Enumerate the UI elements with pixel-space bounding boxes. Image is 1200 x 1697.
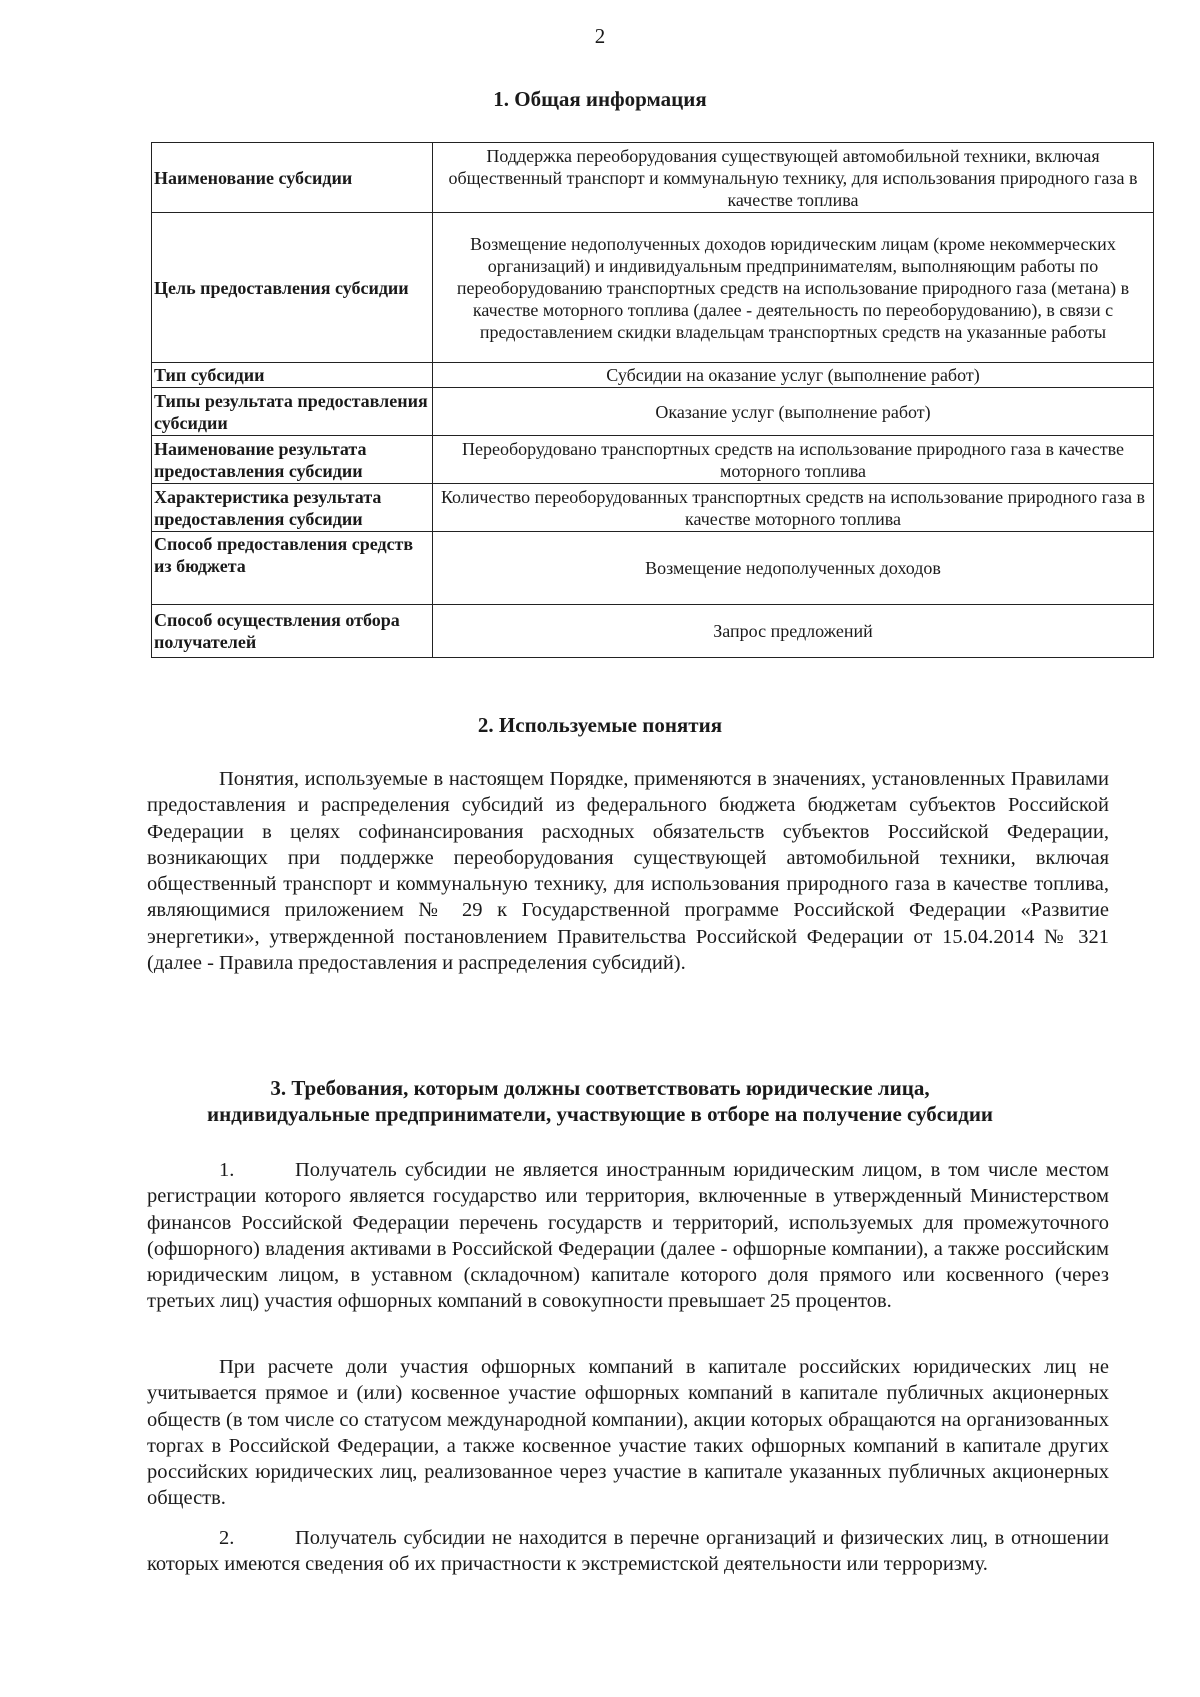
row-label: Характеристика результата предоставления субсидии <box>152 484 433 532</box>
table-row <box>152 532 1154 605</box>
row-value: Запрос предложений <box>433 605 1154 658</box>
row-label: Наименование субсидии <box>152 143 433 213</box>
row-label: Способ осуществления отбора получателей <box>152 605 433 658</box>
row-value: Поддержка переоборудования существующей автомобильной техники, включая общественный транспорт и коммунальную технику, для использования природного газа в качестве топлива <box>433 143 1154 213</box>
section-3-title-line-1: 3. Требования, которым должны соответствовать юридические лица, <box>270 1076 930 1100</box>
row-label: Тип субсидии <box>152 363 433 388</box>
item-number: 2. <box>219 1527 235 1549</box>
table-row <box>152 213 1154 363</box>
requirement-item-2 <box>147 1525 1109 1578</box>
definitions-paragraph: Понятия, используемые в настоящем Порядке, применяются в значениях, установленных Правилами предоставления и распределения субсидий из федерального бюджета бюджетам субъектов Российской Федерации в целях софинансирования расходных обязательств субъектов Российской Федерации, возникающих при поддержке переоборудования существующей автомобильной техники, включая общественный транспорт и коммунальную технику, для использования природного газа в качестве топлива, являющимися приложением № 29 к Государственной программе Российской Федерации «Развитие энергетики», утвержденной постановлением Правительства Российской Федерации от 15.04.2014 № 321 (далее - Правила предоставления и распределения субсидий). <box>147 768 1109 975</box>
row-label: Цель предоставления субсидии <box>152 213 433 363</box>
table-row <box>152 143 1154 213</box>
row-value: Переоборудовано транспортных средств на использование природного газа в качестве моторного топлива <box>433 436 1154 484</box>
item-number: 1. <box>219 1159 235 1181</box>
requirement-note: При расчете доли участия офшорных компаний в капитале российских юридических лиц не учитывается прямое и (или) косвенное участие офшорных компаний в капитале публичных акционерных обществ (в том числе со статусом международной компании), акции которых обращаются на организованных торгах в Российской Федерации, а также косвенное участие таких офшорных компаний в капитале других российских юридических лиц, реализованное через участие в капитале указанных публичных акционерных обществ. <box>147 1356 1109 1510</box>
section-1-title: 1. Общая информация <box>493 87 707 111</box>
item-text: Получатель субсидии не является иностранным юридическим лицом, в том числе местом регистрации которого является государство или территория, включенные в утвержденный Министерством финансов Российской Федерации перечень государств и территорий, используемых для промежуточного (офшорного) владения активами в Российской Федерации (далее - офшорные компании), а также российским юридическим лицом, в уставном (складочном) капитале которого доля прямого или косвенного (через третьих лиц) участия офшорных компаний в совокупности превышает 25 процентов. <box>147 1159 1109 1313</box>
row-label: Способ предоставления средств из бюджета <box>152 532 433 605</box>
row-label: Типы результата предоставления субсидии <box>152 388 433 436</box>
section-2-title: 2. Используемые понятия <box>477 713 723 737</box>
table-row <box>152 484 1154 532</box>
item-text: Получатель субсидии не находится в перечне организаций и физических лиц, в отношении которых имеются сведения об их причастности к экстремистской деятельности или терроризму. <box>147 1527 1109 1576</box>
general-info-table <box>151 142 1154 658</box>
row-value: Оказание услуг (выполнение работ) <box>433 388 1154 436</box>
table-row <box>152 605 1154 658</box>
table-row <box>152 436 1154 484</box>
row-value: Возмещение недополученных доходов <box>433 532 1154 605</box>
row-label: Наименование результата предоставления субсидии <box>152 436 433 484</box>
table-row <box>152 363 1154 388</box>
page-number: 2 <box>594 24 606 48</box>
row-value: Возмещение недополученных доходов юридическим лицам (кроме некоммерческих организаций) и индивидуальным предпринимателям, выполняющим работы по переоборудованию транспортных средств на использование природного газа (метана) в качестве моторного топлива (далее - деятельность по переоборудованию), в связи с предоставлением скидки владельцам транспортных средств на указанные работы <box>433 213 1154 363</box>
section-3-title-line-2: индивидуальные предприниматели, участвующие в отборе на получение субсидии <box>206 1102 994 1126</box>
row-value: Субсидии на оказание услуг (выполнение работ) <box>433 363 1154 388</box>
table-row <box>152 388 1154 436</box>
requirement-item-1 <box>147 1157 1109 1315</box>
row-value: Количество переоборудованных транспортных средств на использование природного газа в качестве моторного топлива <box>433 484 1154 532</box>
